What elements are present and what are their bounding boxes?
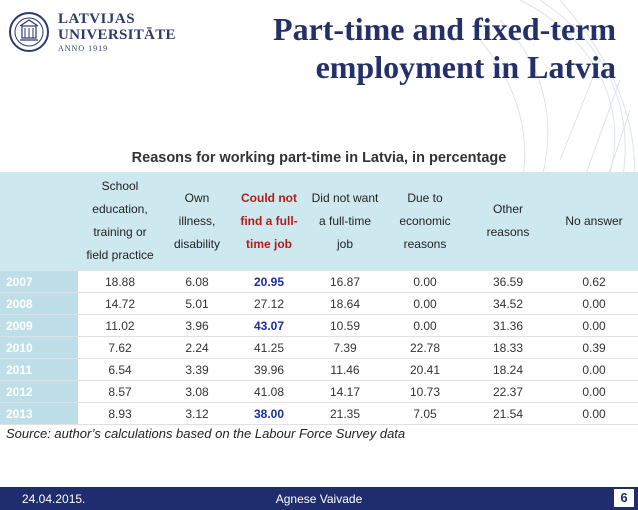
table-cell: 0.00	[550, 403, 638, 425]
row-year: 2007	[0, 271, 78, 293]
footer-bar	[0, 487, 638, 510]
table-cell: 31.36	[466, 315, 550, 337]
table-cell: 2.24	[162, 337, 232, 359]
table-cell: 34.52	[466, 293, 550, 315]
table-cell: 0.62	[550, 271, 638, 293]
table-cell: 7.62	[78, 337, 162, 359]
university-logo	[8, 6, 178, 58]
header-year-cell	[0, 172, 78, 271]
row-year: 2009	[0, 315, 78, 337]
slide-title-line2: employment in Latvia	[315, 49, 616, 85]
table-cell: 0.00	[550, 293, 638, 315]
source-note: Source: author’s calculations based on the Labour Force Survey data	[6, 426, 406, 441]
slide-title-line1: Part-time and fixed-term	[273, 11, 616, 47]
column-header: Did not want a full-time job	[306, 172, 384, 271]
table-cell: 0.00	[384, 293, 466, 315]
table-cell: 8.93	[78, 403, 162, 425]
table-cell: 22.78	[384, 337, 466, 359]
table-cell: 11.02	[78, 315, 162, 337]
table-cell: 5.01	[162, 293, 232, 315]
column-header: No answer	[550, 172, 638, 271]
table-row	[0, 315, 638, 337]
table-cell: 6.54	[78, 359, 162, 381]
table-cell: 39.96	[232, 359, 306, 381]
row-year: 2013	[0, 403, 78, 425]
table-cell: 7.39	[306, 337, 384, 359]
logo-line3: ANNO 1919	[58, 43, 109, 53]
table-cell: 18.88	[78, 271, 162, 293]
table-cell: 27.12	[232, 293, 306, 315]
table-cell: 18.64	[306, 293, 384, 315]
table-cell: 36.59	[466, 271, 550, 293]
table-cell: 41.08	[232, 381, 306, 403]
column-header: School education, training or field practice	[78, 172, 162, 271]
logo-line1: LATVIJAS	[58, 10, 136, 27]
university-seal-icon	[8, 11, 50, 53]
table-cell: 3.96	[162, 315, 232, 337]
footer-date: 24.04.2015.	[22, 492, 86, 506]
column-header: Other reasons	[466, 172, 550, 271]
table-row	[0, 381, 638, 403]
table-caption: Reasons for working part-time in Latvia, in percentage	[131, 150, 507, 166]
table-cell: 41.25	[232, 337, 306, 359]
table-cell: 11.46	[306, 359, 384, 381]
footer-author: Agnese Vaivade	[275, 492, 363, 506]
table-row	[0, 293, 638, 315]
table-cell: 21.35	[306, 403, 384, 425]
table-cell: 0.00	[384, 315, 466, 337]
table-body	[0, 271, 638, 425]
row-year: 2011	[0, 359, 78, 381]
table-cell: 0.00	[550, 359, 638, 381]
table-cell: 20.41	[384, 359, 466, 381]
table-cell: 0.00	[384, 271, 466, 293]
table-cell: 3.08	[162, 381, 232, 403]
table-cell: 7.05	[384, 403, 466, 425]
table-row	[0, 403, 638, 425]
row-year: 2008	[0, 293, 78, 315]
table-row	[0, 359, 638, 381]
table-cell: 0.39	[550, 337, 638, 359]
slide-title	[196, 10, 616, 86]
table-cell: 16.87	[306, 271, 384, 293]
table-cell: 22.37	[466, 381, 550, 403]
table-cell: 20.95	[232, 271, 306, 293]
table-cell: 18.24	[466, 359, 550, 381]
table-cell: 38.00	[232, 403, 306, 425]
table-cell: 43.07	[232, 315, 306, 337]
table-cell: 14.17	[306, 381, 384, 403]
logo-line2: UNIVERSITĀTE	[58, 26, 176, 43]
logo-wordmark	[58, 12, 176, 53]
part-time-reasons-table	[0, 172, 638, 425]
table-cell: 6.08	[162, 271, 232, 293]
table-cell: 14.72	[78, 293, 162, 315]
table-cell: 0.00	[550, 381, 638, 403]
table-header	[0, 172, 638, 271]
table-row	[0, 271, 638, 293]
table-cell: 3.12	[162, 403, 232, 425]
column-header: Could not find a full-time job	[232, 172, 306, 271]
table-cell: 10.73	[384, 381, 466, 403]
table-cell: 0.00	[550, 315, 638, 337]
row-year: 2010	[0, 337, 78, 359]
table-cell: 3.39	[162, 359, 232, 381]
table-cell: 18.33	[466, 337, 550, 359]
row-year: 2012	[0, 381, 78, 403]
table-cell: 8.57	[78, 381, 162, 403]
column-header: Own illness, disability	[162, 172, 232, 271]
table-row	[0, 337, 638, 359]
table-cell: 10.59	[306, 315, 384, 337]
column-header: Due to economic reasons	[384, 172, 466, 271]
page-number: 6	[614, 489, 634, 507]
table-cell: 21.54	[466, 403, 550, 425]
table-header-row	[0, 172, 638, 271]
